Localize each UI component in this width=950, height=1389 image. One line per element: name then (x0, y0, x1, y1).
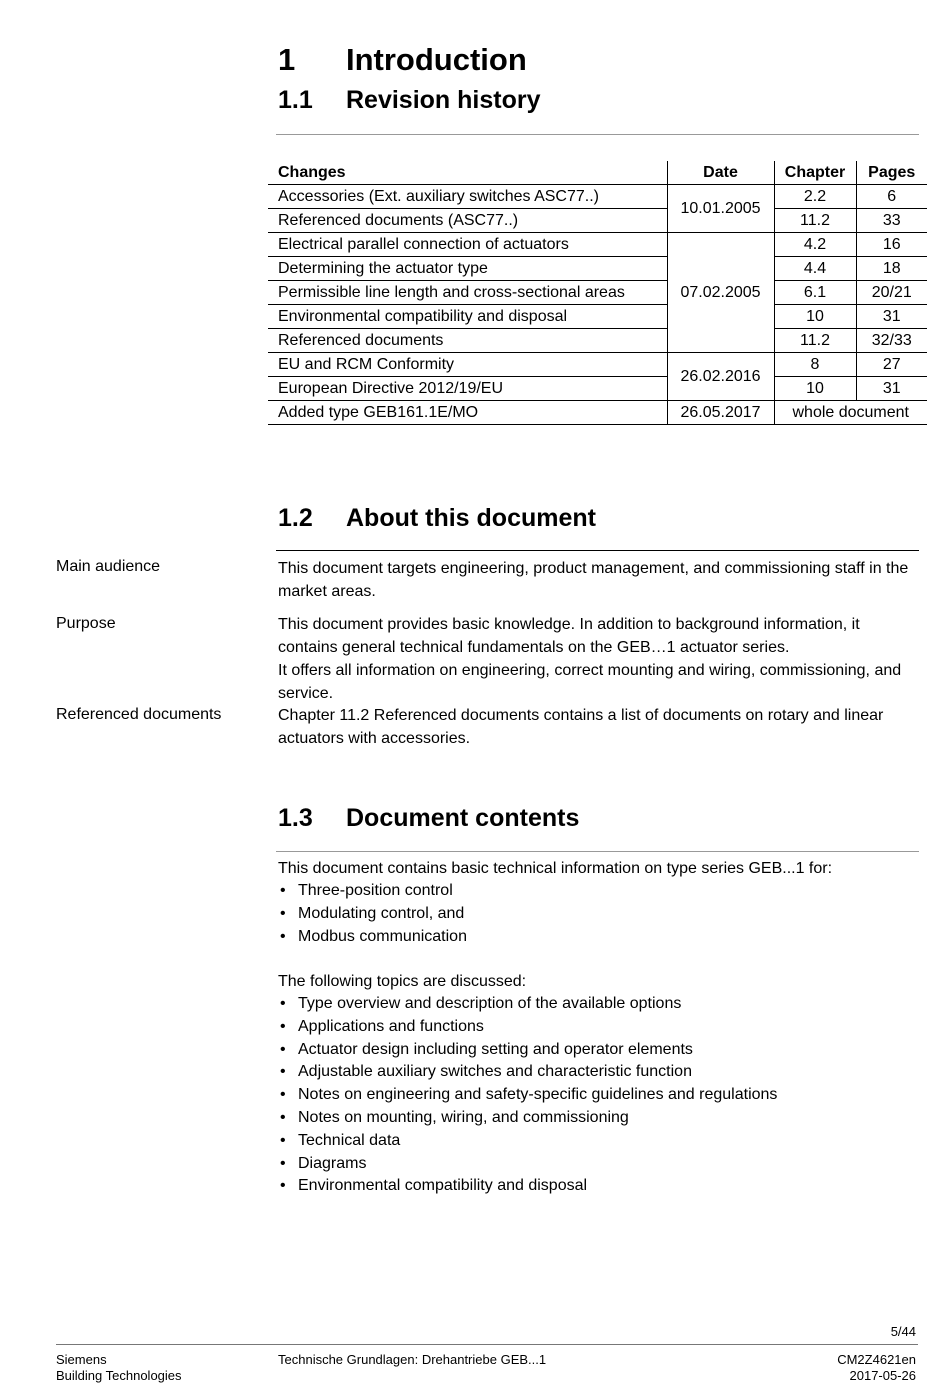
footer-doc-id: CM2Z4621en (837, 1352, 916, 1367)
col-header-date: Date (667, 161, 774, 185)
section-number: 1.1 (278, 86, 313, 114)
footer-division: Building Technologies (56, 1368, 182, 1383)
change-cell: Accessories (Ext. auxiliary switches ASC77..) (268, 185, 667, 209)
list-item: • Modbus communication (278, 926, 918, 949)
contents-intro: This document contains basic technical information on type series GEB...1 for: (278, 860, 833, 877)
section-heading-revision (278, 86, 878, 118)
change-cell: Determining the actuator type (268, 257, 667, 281)
chapter-cell: 4.2 (774, 233, 856, 257)
revision-history-table (268, 161, 927, 425)
chapter-pages-cell: whole document (774, 401, 927, 425)
section-heading-about (278, 504, 878, 536)
change-cell: Referenced documents (268, 329, 667, 353)
topic-list (278, 993, 918, 1198)
margin-label-purpose: Purpose (56, 615, 116, 632)
chapter-cell: 6.1 (774, 281, 856, 305)
pages-cell: 31 (856, 305, 927, 329)
col-header-pages: Pages (856, 161, 927, 185)
pages-cell: 20/21 (856, 281, 927, 305)
footer-company: Siemens (56, 1352, 107, 1367)
main-audience-text: This document targets engineering, product management, and commissioning staff in the market areas. (278, 560, 909, 600)
table-row (268, 401, 927, 425)
chapter-heading (278, 42, 878, 82)
change-cell: EU and RCM Conformity (268, 353, 667, 377)
col-header-changes: Changes (268, 161, 667, 185)
chapter-cell: 2.2 (774, 185, 856, 209)
chapter-number: 1 (278, 42, 296, 77)
purpose-text: This document provides basic knowledge. In addition to background information, it contains general technical fundamentals on the GEB…1 actuator series. (278, 616, 860, 656)
footer-rule (56, 1344, 918, 1345)
table-row (268, 209, 927, 233)
list-item: • Notes on engineering and safety-specific guidelines and regulations (278, 1084, 918, 1107)
list-item: • Adjustable auxiliary switches and characteristic function (278, 1061, 918, 1084)
table-row (268, 305, 927, 329)
page-number: 5/44 (890, 1324, 916, 1339)
margin-label-main-audience: Main audience (56, 558, 161, 575)
change-cell: Added type GEB161.1E/MO (268, 401, 667, 425)
table-row (268, 281, 927, 305)
table-row (268, 353, 927, 377)
pages-cell: 33 (856, 209, 927, 233)
list-item: • Technical data (278, 1130, 918, 1153)
change-cell: Referenced documents (ASC77..) (268, 209, 667, 233)
list-item: • Environmental compatibility and disposal (278, 1175, 918, 1198)
change-cell: Environmental compatibility and disposal (268, 305, 667, 329)
table-row (268, 257, 927, 281)
referenced-documents-text: Chapter 11.2 Referenced documents contains a list of documents on rotary and linear actuators with accessories. (278, 707, 884, 747)
date-cell: 26.05.2017 (667, 401, 774, 425)
table-header-row (268, 161, 927, 185)
pages-cell: 31 (856, 377, 927, 401)
change-cell: Permissible line length and cross-sectional areas (268, 281, 667, 305)
section-rule (276, 851, 919, 852)
section-title: Revision history (346, 86, 541, 114)
date-cell: 07.02.2005 (667, 233, 774, 353)
table-row (268, 329, 927, 353)
section-number: 1.3 (278, 804, 313, 832)
section-heading-contents (278, 804, 878, 836)
table-row (268, 185, 927, 209)
col-header-chapter: Chapter (774, 161, 856, 185)
section-title: About this document (346, 504, 596, 532)
list-item: • Diagrams (278, 1153, 918, 1176)
chapter-cell: 4.4 (774, 257, 856, 281)
section-rule (276, 134, 919, 135)
footer-doc-title: Technische Grundlagen: Drehantriebe GEB...1 (278, 1352, 547, 1367)
type-list (278, 880, 918, 948)
list-item: • Modulating control, and (278, 903, 918, 926)
margin-label-referenced-documents: Referenced documents (56, 706, 222, 723)
date-cell: 26.02.2016 (667, 353, 774, 401)
pages-cell: 18 (856, 257, 927, 281)
table-row (268, 377, 927, 401)
pages-cell: 27 (856, 353, 927, 377)
change-cell: European Directive 2012/19/EU (268, 377, 667, 401)
chapter-cell: 11.2 (774, 209, 856, 233)
chapter-cell: 10 (774, 377, 856, 401)
section-rule (276, 550, 919, 551)
section-title: Document contents (346, 804, 580, 832)
footer-date: 2017-05-26 (849, 1368, 916, 1383)
list-item: • Three-position control (278, 880, 918, 903)
list-item: • Notes on mounting, wiring, and commissioning (278, 1107, 918, 1130)
topics-intro: The following topics are discussed: (278, 973, 527, 990)
pages-cell: 6 (856, 185, 927, 209)
pages-cell: 32/33 (856, 329, 927, 353)
chapter-cell: 10 (774, 305, 856, 329)
table-row (268, 233, 927, 257)
date-cell: 10.01.2005 (667, 185, 774, 233)
list-item: • Type overview and description of the available options (278, 993, 918, 1016)
purpose-text-2: It offers all information on engineering, correct mounting and wiring, commissioning, and service. (278, 662, 902, 702)
list-item: • Applications and functions (278, 1016, 918, 1039)
list-item: • Actuator design including setting and operator elements (278, 1039, 918, 1062)
section-number: 1.2 (278, 504, 313, 532)
change-cell: Electrical parallel connection of actuators (268, 233, 667, 257)
chapter-cell: 8 (774, 353, 856, 377)
chapter-title: Introduction (346, 42, 527, 77)
pages-cell: 16 (856, 233, 927, 257)
chapter-cell: 11.2 (774, 329, 856, 353)
